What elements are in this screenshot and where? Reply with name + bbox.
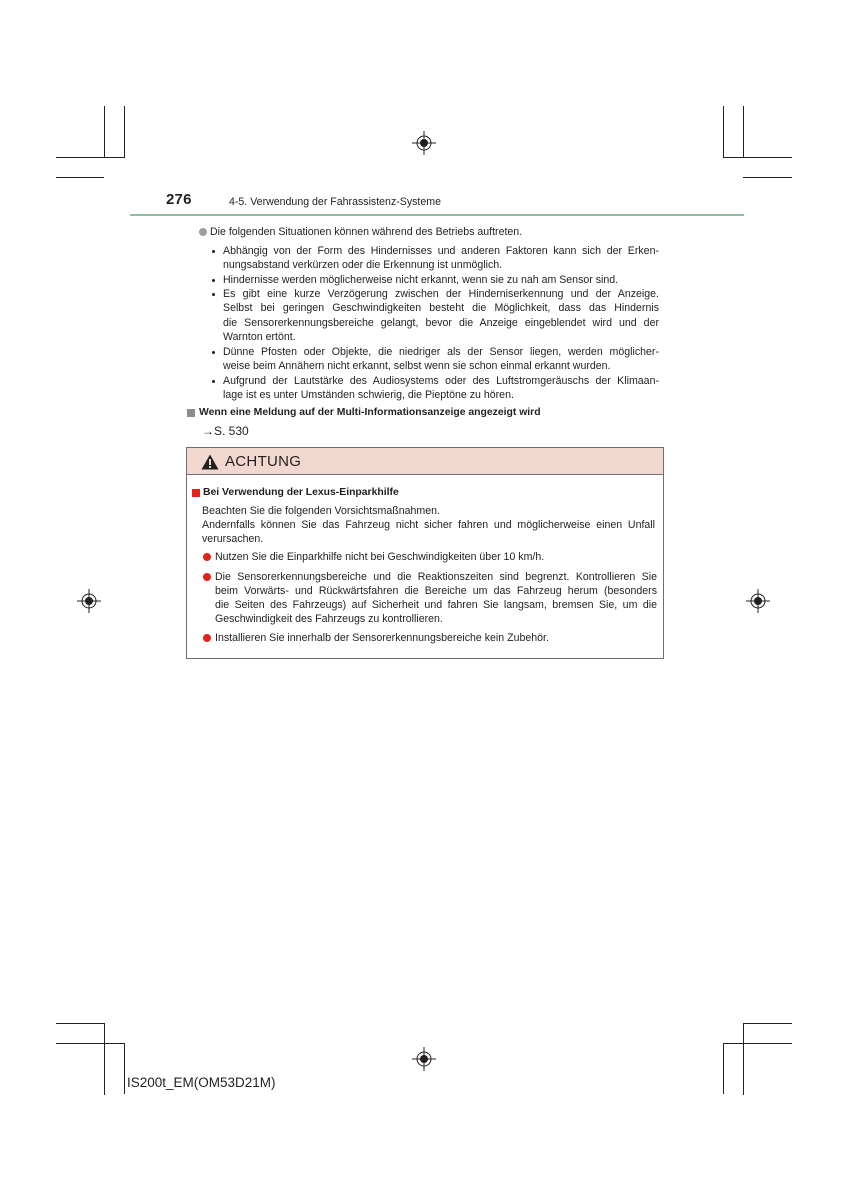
intro-item-line: Aufgrund der Lautstärke des Audiosystems oder des Luftstromgeräuschs der Klimaan- [223,375,659,387]
intro-item-line: lage ist es unter Umständen schwierig, die Pieptöne zu hören. [223,389,514,401]
caution-item-line: Installieren Sie innerhalb der Sensorerkennungsbereiche kein Zubehör. [215,632,549,644]
intro-lead: Die folgenden Situationen können während des Betriebs auftreten. [210,226,523,238]
intro-item-line: Hindernisse werden möglicherweise nicht erkannt, wenn sie zu nah am Sensor sind. [223,274,619,286]
crop-mark [56,1043,125,1044]
crop-mark [56,177,104,178]
model-code: IS200t_EM(OM53D21M) [127,1075,276,1090]
sub-bullet-icon [212,279,215,282]
red-bullet-icon [203,573,211,581]
registration-mark-icon [412,1047,436,1071]
intro-item-line: Warnton ertönt. [223,331,296,343]
crop-mark [743,1023,744,1095]
intro-item-line: Dünne Pfosten oder Objekte, die niedriger als der Sensor liegen, werden möglicher- [223,346,659,358]
red-square-icon [192,489,200,497]
page-reference[interactable]: →S. 530 [202,424,249,438]
intro-item-line: weise beim Annähern nicht erkannt, selbst wenn sie schon einmal erkannt wurden. [223,360,611,372]
intro-item-line: Es gibt eine kurze Verzögerung zwischen der Hinderniserkennung und der Anzeige. [223,288,659,300]
caution-intro-line: verursachen. [202,533,264,545]
crop-mark [743,177,792,178]
crop-mark [723,157,792,158]
registration-mark-icon [746,589,770,613]
crop-mark [743,1023,792,1024]
sub-bullet-icon [212,250,215,253]
warning-triangle-icon [201,454,219,470]
header-rule [130,214,744,216]
registration-mark-icon [77,589,101,613]
sub-bullet-icon [212,293,215,296]
crop-mark [104,106,105,157]
message-heading: Wenn eine Meldung auf der Multi-Informationsanzeige angezeigt wird [199,407,541,418]
section-title: 4-5. Verwendung der Fahrassistenz-Systeme [229,196,441,208]
crop-mark [723,1043,724,1094]
caution-item-line: Die Sensorerkennungsbereiche und die Reaktionszeiten sind begrenzt. Kontrollieren Sie [215,571,657,583]
caution-header [187,448,663,475]
crop-mark [743,106,744,157]
caution-item-line: die Seiten des Fahrzeugs) auf Sicherheit und fahren Sie langsam, bremsen Sie, um die [215,599,657,611]
intro-item-line: nungsabstand verkürzen oder die Erkennung ist unmöglich. [223,259,503,271]
intro-item-line: Selbst bei geringen Geschwindigkeiten besteht die Möglichkeit, dass das Hindernis [223,302,659,314]
caution-item-line: beim Vorwärts- und Rückwärtsfahren die Bereiche um das Fahrzeug herum (besonders [215,585,657,597]
caution-item-line: Geschwindigkeit des Fahrzeugs zu kontrollieren. [215,613,443,625]
registration-mark-icon [412,131,436,155]
intro-item-line: die Sensorerkennungsbereiche gelangt, bevor die Anzeige eingeblendet wird und der [223,317,659,329]
crop-mark [56,1023,104,1024]
crop-mark [723,1043,792,1044]
intro-item-line: Abhängig von der Form des Hindernisses und anderen Faktoren kann sich der Erken- [223,245,659,257]
caution-title: ACHTUNG [225,453,302,470]
caution-intro-line: Beachten Sie die folgenden Vorsichtsmaßnahmen. [202,505,440,517]
gray-bullet-icon [199,228,207,236]
sub-bullet-icon [212,380,215,383]
caution-item-line: Nutzen Sie die Einparkhilfe nicht bei Geschwindigkeiten über 10 km/h. [215,551,545,563]
sub-bullet-icon [212,351,215,354]
page-number: 276 [166,191,192,208]
caution-intro-line: Andernfalls können Sie das Fahrzeug nicht sicher fahren und möglicherweise einen Unfall [202,519,655,531]
crop-mark [124,106,125,157]
crop-mark [723,106,724,157]
gray-square-icon [187,409,195,417]
crop-mark [124,1043,125,1094]
crop-mark [56,157,125,158]
red-bullet-icon [203,553,211,561]
crop-mark [104,1023,105,1095]
red-bullet-icon [203,634,211,642]
caution-subheading: Bei Verwendung der Lexus-Einparkhilfe [203,487,399,498]
